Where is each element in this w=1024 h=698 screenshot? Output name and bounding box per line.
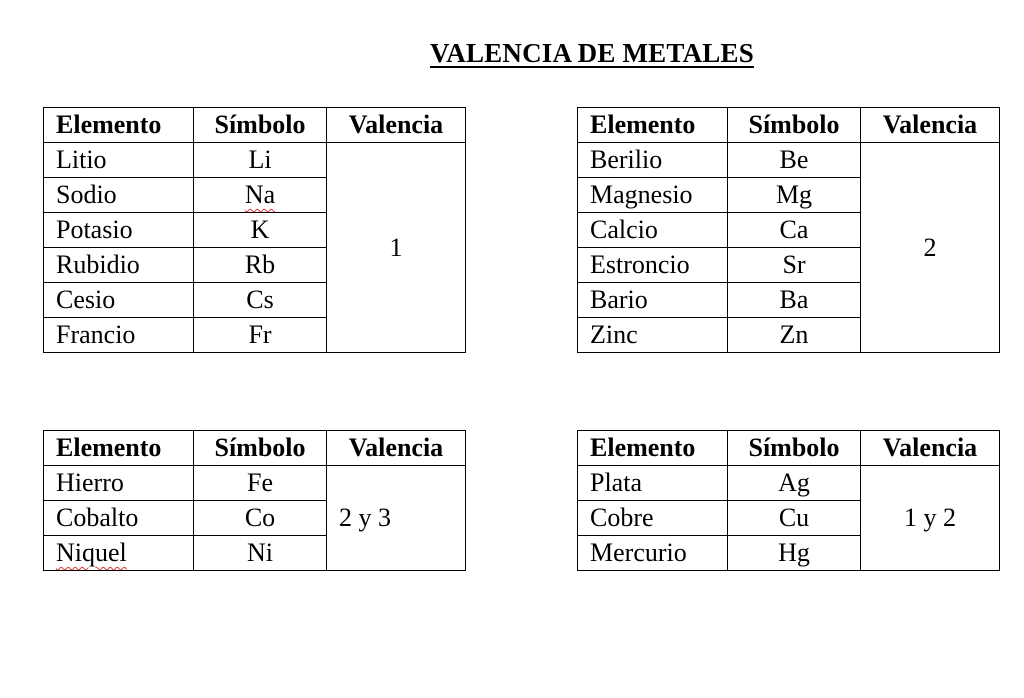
element-name-text: Niquel <box>56 538 127 567</box>
page-title: VALENCIA DE METALES <box>430 38 754 68</box>
element-symbol: Cs <box>194 283 327 318</box>
element-name: Magnesio <box>578 178 728 213</box>
valence-value: 2 y 3 <box>327 466 466 571</box>
element-symbol <box>194 178 327 213</box>
element-name <box>44 536 194 571</box>
table-row <box>578 143 1000 178</box>
header-valence: Valencia <box>327 431 466 466</box>
valence-table-4 <box>577 430 1000 571</box>
header-symbol: Símbolo <box>194 108 327 143</box>
valence-table-1 <box>43 107 466 353</box>
table-header-row <box>44 108 466 143</box>
header-symbol: Símbolo <box>728 431 861 466</box>
element-name: Rubidio <box>44 248 194 283</box>
element-symbol-text: Na <box>244 180 276 209</box>
element-symbol: Li <box>194 143 327 178</box>
valence-value: 1 y 2 <box>861 466 1000 571</box>
table-header-row <box>578 108 1000 143</box>
header-element: Elemento <box>578 431 728 466</box>
element-symbol: Ba <box>728 283 861 318</box>
element-name: Cobalto <box>44 501 194 536</box>
element-name: Sodio <box>44 178 194 213</box>
element-symbol: Zn <box>728 318 861 353</box>
header-valence: Valencia <box>861 108 1000 143</box>
element-symbol: Ni <box>194 536 327 571</box>
valence-value: 2 <box>861 143 1000 353</box>
element-symbol: Fe <box>194 466 327 501</box>
valence-table-3 <box>43 430 466 571</box>
element-name: Potasio <box>44 213 194 248</box>
header-valence: Valencia <box>861 431 1000 466</box>
element-symbol: Be <box>728 143 861 178</box>
element-symbol: Ag <box>728 466 861 501</box>
table-header-row <box>578 431 1000 466</box>
element-name: Francio <box>44 318 194 353</box>
element-name: Mercurio <box>578 536 728 571</box>
header-valence: Valencia <box>327 108 466 143</box>
element-symbol: Sr <box>728 248 861 283</box>
element-name: Estroncio <box>578 248 728 283</box>
element-name: Berilio <box>578 143 728 178</box>
header-symbol: Símbolo <box>194 431 327 466</box>
header-element: Elemento <box>44 431 194 466</box>
element-name: Cobre <box>578 501 728 536</box>
element-name: Zinc <box>578 318 728 353</box>
header-symbol: Símbolo <box>728 108 861 143</box>
element-name: Hierro <box>44 466 194 501</box>
header-element: Elemento <box>578 108 728 143</box>
element-symbol: Mg <box>728 178 861 213</box>
element-symbol: Ca <box>728 213 861 248</box>
element-name: Plata <box>578 466 728 501</box>
element-symbol: Cu <box>728 501 861 536</box>
valence-value: 1 <box>327 143 466 353</box>
valence-table-2 <box>577 107 1000 353</box>
table-row <box>578 466 1000 501</box>
table-header-row <box>44 431 466 466</box>
element-name: Litio <box>44 143 194 178</box>
element-name: Bario <box>578 283 728 318</box>
element-symbol: K <box>194 213 327 248</box>
table-row <box>44 143 466 178</box>
element-symbol: Rb <box>194 248 327 283</box>
element-symbol: Co <box>194 501 327 536</box>
table-row <box>44 466 466 501</box>
element-symbol: Fr <box>194 318 327 353</box>
header-element: Elemento <box>44 108 194 143</box>
element-name: Cesio <box>44 283 194 318</box>
element-symbol: Hg <box>728 536 861 571</box>
element-name: Calcio <box>578 213 728 248</box>
